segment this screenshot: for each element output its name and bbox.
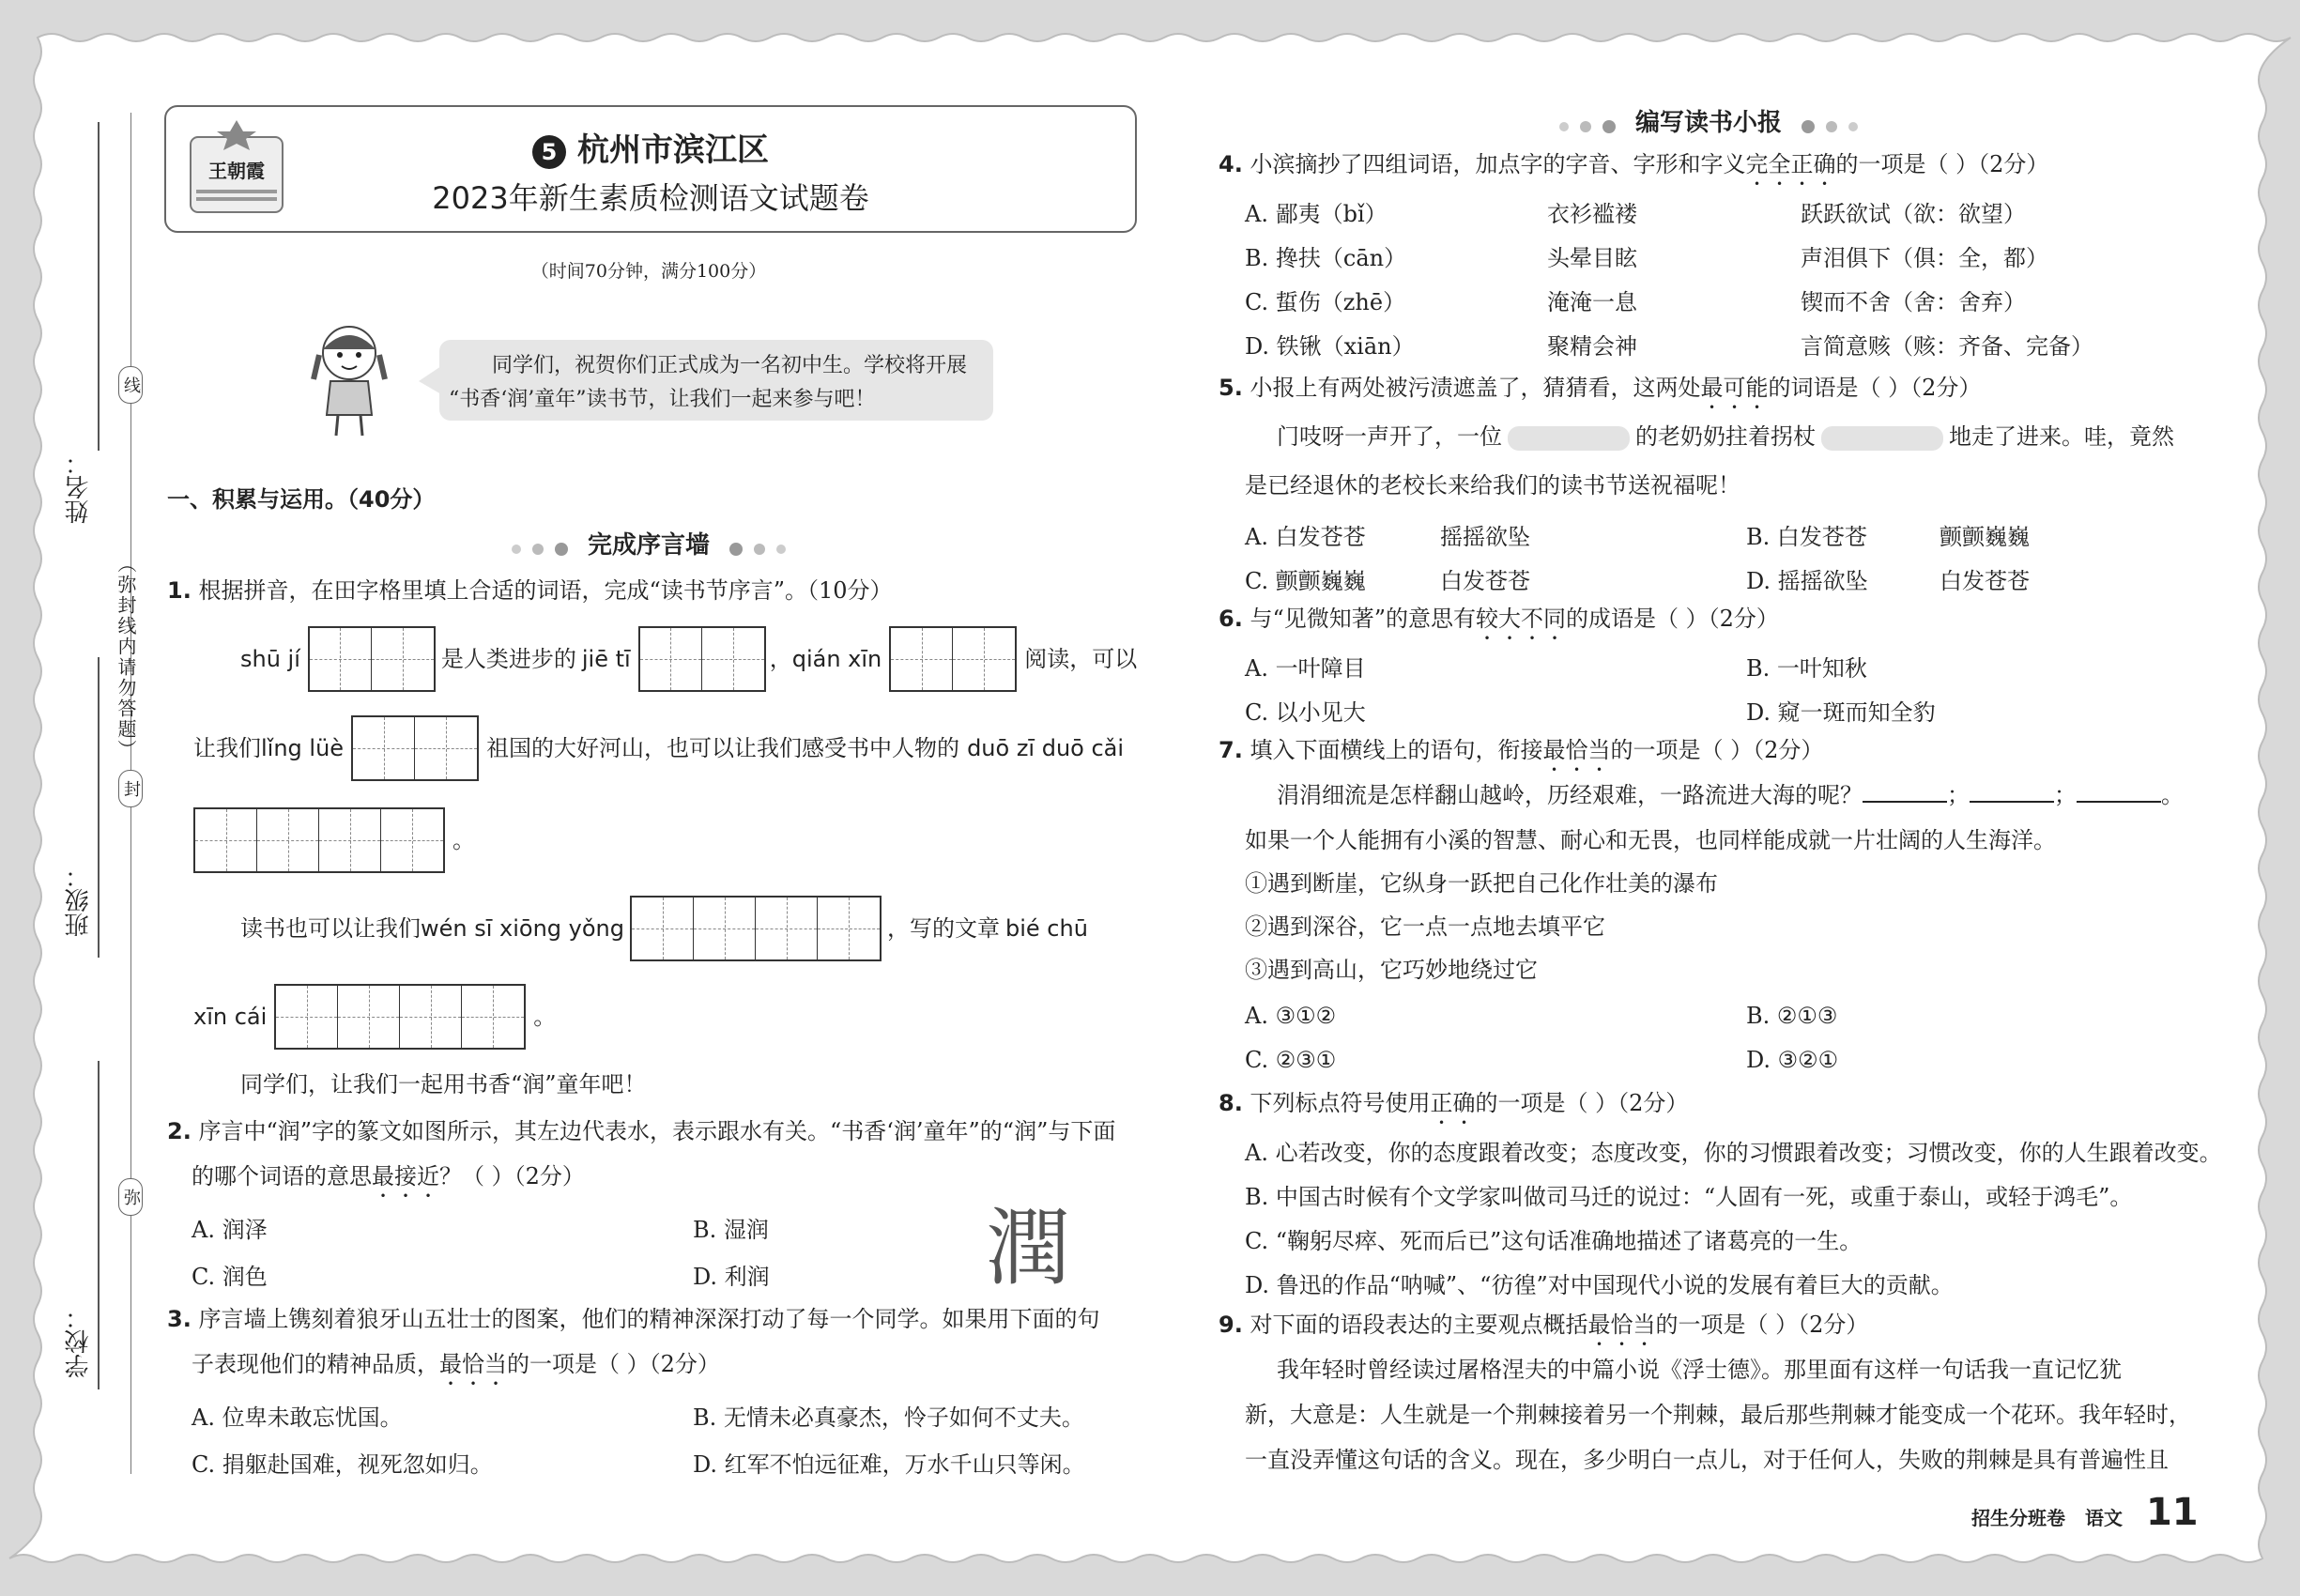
q3-option-a[interactable]: A. 位卑未敢忘忧国。: [192, 1404, 403, 1431]
seal-script-run: 潤: [986, 1199, 1070, 1297]
q4-option-b[interactable]: B. 搀扶（cān） 头晕目眩 声泪俱下（俱：全，都）: [1245, 245, 2048, 271]
q2-stem-1: [167, 1115, 1115, 1147]
bubble-line-1: 同学们，祝贺你们正式成为一名初中生。学校将开展: [492, 354, 968, 377]
q5-option-b[interactable]: B. 白发苍苍 颤颤巍巍: [1746, 524, 2030, 550]
q3-stem-a: 子表现他们的精神品质，: [192, 1351, 439, 1377]
q1-text-5: 读书也可以让我们: [240, 915, 421, 942]
q7-blank-2[interactable]: [1970, 801, 2054, 803]
q7-sep-2: ；: [2054, 782, 2077, 808]
q9-stem: [1219, 1309, 1868, 1351]
q4-option-d[interactable]: D. 铁锹（xiān） 聚精会神 言简意赅（赅：齐备、完备）: [1245, 333, 2093, 360]
q4-stem-a: 小滨摘抄了四组词语，加点字的字音、字形和字义: [1250, 151, 1746, 177]
q5-option-a[interactable]: A. 白发苍苍 摇摇欲坠: [1245, 524, 1530, 550]
q8-stem: [1219, 1087, 1688, 1129]
grid-linglue[interactable]: [351, 715, 479, 781]
q6-option-d[interactable]: D. 窥一斑而知全豹: [1746, 699, 1936, 726]
header-title-line2: 2023年新生素质检测语文试题卷: [432, 180, 869, 216]
q6-emphasis: 较大不同: [1476, 606, 1567, 632]
q7-passage-2: 如果一个人能拥有小溪的智慧、耐心和无畏，也同样能成就一片壮阔的人生海洋。: [1245, 827, 2056, 853]
q5-passage-a: 门吱呀一声开了，一位: [1277, 423, 1502, 450]
q2-number: 2.: [167, 1118, 192, 1144]
q7-item-1: ①遇到断崖，它纵身一跃把自己化作壮美的瀑布: [1245, 870, 1718, 897]
q1-text-3: 让我们: [193, 735, 261, 761]
q4-stem-c: 的一项是（ ）（2分）: [1835, 151, 2049, 177]
q2-stem-a: 的哪个词语的意思: [192, 1163, 372, 1189]
seal-mark-xian: 线: [118, 366, 143, 404]
q3-stem-c: 的一项是（ ）（2分）: [507, 1351, 720, 1377]
q7-stem-a: 填入下面横线上的语句，衔接: [1250, 737, 1543, 763]
q7-blank-1[interactable]: [1863, 801, 1947, 803]
q1-text-6: ，写的文章: [887, 915, 1000, 942]
q1-row4: [240, 894, 1088, 963]
stain-blank-2: [1821, 426, 1943, 451]
q9-passage-line-3: 一直没弄懂这句话的含义。现在，多少明白一点儿，对于任何人，失败的荆棘是具有普遍性且: [1245, 1447, 2169, 1473]
q6-stem: [1219, 603, 1779, 645]
q7-option-b[interactable]: B. ②①③: [1746, 1003, 1838, 1029]
q5-option-c[interactable]: C. 颤颤巍巍 白发苍苍: [1245, 568, 1530, 594]
class-label: 班级：: [65, 864, 93, 937]
q6-stem-c: 的成语是（ ）（2分）: [1566, 606, 1779, 632]
q1-comma: ，: [769, 646, 792, 672]
q7-passage-text: 涓涓细流是怎样翻山越岭，历经艰难，一路流进大海的呢？: [1277, 782, 1863, 808]
q8-emphasis: 正确: [1430, 1090, 1476, 1116]
q8-option-b[interactable]: B. 中国古时候有个文学家叫做司马迁的说过：“人固有一死，或重于泰山，或轻于鸿毛”。: [1245, 1184, 2133, 1210]
q9-passage-line-1: 我年轻时曾经读过屠格涅夫的中篇小说《浮士德》。那里面有这样一句话我一直记忆犹: [1277, 1357, 2122, 1383]
grid-wensixiongyong[interactable]: [630, 896, 882, 961]
q2-option-a[interactable]: A. 润泽: [192, 1217, 268, 1243]
q1-row5: [193, 982, 556, 1051]
q1-text-1: 是人类进步的: [440, 646, 576, 672]
pinyin-duoziduocai: duō zī duō cǎi: [967, 735, 1125, 761]
q2-stem-text-1: 序言中“润”字的篆文如图所示，其左边代表水，表示跟水有关。“书香‘润’童年”的“润”与下面: [198, 1118, 1116, 1144]
grid-shuji[interactable]: [308, 626, 436, 692]
q1-text-4: 祖国的大好河山，也可以让我们感受书中人物的: [486, 735, 960, 761]
grid-duoziduocai[interactable]: [193, 807, 445, 873]
q1-number: 1.: [167, 577, 192, 604]
q9-stem-a: 对下面的语段表达的主要观点概括: [1250, 1312, 1588, 1338]
q8-stem-c: 的一项是（ ）（2分）: [1475, 1090, 1689, 1116]
q2-option-c[interactable]: C. 润色: [192, 1264, 268, 1290]
q3-option-c[interactable]: C. 捐躯赴国难，视死忽如归。: [192, 1451, 493, 1478]
q5-emphasis: 最可能: [1700, 375, 1769, 401]
q6-option-b[interactable]: B. 一叶知秋: [1746, 655, 1867, 682]
bubble-line-2: “书香‘润’童年”读书节，让我们一起来参与吧！: [449, 388, 876, 411]
q8-stem-a: 下列标点符号使用: [1250, 1090, 1431, 1116]
q2-option-d[interactable]: D. 利润: [693, 1264, 770, 1290]
q2-option-b[interactable]: B. 湿润: [693, 1217, 769, 1243]
q7-item-3: ③遇到高山，它巧妙地绕过它: [1245, 957, 1538, 983]
footer-label: 招生分班卷: [1971, 1507, 2065, 1529]
q5-option-d[interactable]: D. 摇摇欲坠 白发苍苍: [1746, 568, 2030, 594]
pinyin-wensixiongyong: wén sī xiōng yǒng: [421, 915, 624, 942]
q6-stem-a: 与“见微知著”的意思有: [1250, 606, 1477, 632]
q6-option-a[interactable]: A. 一叶障目: [1245, 655, 1366, 682]
name-label: 姓名：: [65, 451, 93, 524]
q7-number: 7.: [1219, 737, 1243, 763]
q8-option-d[interactable]: D. 鲁迅的作品“呐喊”、“彷徨”对中国现代小说的发展有着巨大的贡献。: [1245, 1272, 1954, 1298]
q7-option-d[interactable]: D. ③②①: [1746, 1047, 1839, 1073]
q4-number: 4.: [1219, 151, 1243, 177]
q5-stem-c: 的词语是（ ）（2分）: [1768, 375, 1982, 401]
q3-option-b[interactable]: B. 无情未必真豪杰，怜子如何不丈夫。: [693, 1404, 1084, 1431]
q1-closing: 同学们，让我们一起用书香“润”童年吧！: [240, 1071, 647, 1097]
section2-heading-text: 编写读书小报: [1634, 109, 1782, 137]
section1-subheading: [164, 526, 1133, 560]
q5-number: 5.: [1219, 375, 1243, 401]
q9-emphasis: 最恰当: [1587, 1312, 1656, 1338]
footer-subject: 语文: [2084, 1507, 2123, 1529]
pinyin-biechu: bié chū: [1005, 915, 1088, 942]
q3-stem-text-1: 序言墙上镌刻着狼牙山五壮士的图案，他们的精神深深打动了每一个同学。如果用下面的句: [198, 1306, 1100, 1332]
q7-item-2: ②遇到深谷，它一点一点地去填平它: [1245, 913, 1605, 940]
grid-jieti[interactable]: [638, 626, 766, 692]
q1-row1: [240, 624, 1137, 694]
q7-sep-1: ；: [1947, 782, 1970, 808]
q7-option-c[interactable]: C. ②③①: [1245, 1047, 1337, 1073]
page-number: 11: [2145, 1491, 2199, 1534]
grid-biechuxincai[interactable]: [274, 984, 526, 1050]
q7-stem-c: 的一项是（ ）（2分）: [1610, 737, 1824, 763]
q8-number: 8.: [1219, 1090, 1243, 1116]
q5-passage-c: 地走了进来。哇，竟然: [1949, 423, 2174, 450]
q5-stem: [1219, 372, 1981, 414]
q2-stem-c: ？（ ）（2分）: [439, 1163, 585, 1189]
q2-emphasis: 最接近: [372, 1163, 439, 1189]
q4-stem: [1219, 148, 2048, 191]
q8-option-a[interactable]: A. 心若改变，你的态度跟着改变；态度改变，你的习惯跟着改变；习惯改变，你的人生跟着改变。: [1245, 1140, 2222, 1166]
q5-passage-1: [1277, 421, 2174, 453]
q7-option-a[interactable]: A. ③①②: [1245, 1003, 1337, 1029]
q1-stem: [167, 575, 893, 606]
q8-option-c[interactable]: C. “鞠躬尽瘁、死而后已”这句话准确地描述了诸葛亮的一生。: [1245, 1228, 1863, 1254]
stain-blank-1: [1508, 426, 1630, 451]
q7-passage-1: [1277, 779, 2184, 811]
seal-note: （弥封线内请勿答题）: [115, 554, 137, 760]
q1-text-2: 阅读，可以: [1024, 646, 1138, 672]
seal-mark-feng: 封: [118, 770, 143, 807]
exam-number-badge: 5: [532, 135, 566, 169]
speech-bubble: [439, 340, 993, 421]
q9-passage-line-2: 新，大意是：人生就是一个荆棘接着另一个荆棘，最后那些荆棘才能变成一个花环。我年轻时，: [1245, 1402, 2191, 1428]
school-label: 学校：: [65, 1305, 93, 1378]
q3-stem-2: [192, 1348, 720, 1390]
header-title-line1: [166, 124, 1135, 170]
header-box: [164, 105, 1137, 233]
logo-text: 王朝霞: [208, 160, 265, 182]
section1-heading: 一、积累与运用。（40分）: [167, 486, 436, 513]
footer: [1971, 1491, 2199, 1534]
grid-qianxin[interactable]: [889, 626, 1017, 692]
q3-number: 3.: [167, 1306, 192, 1332]
q9-number: 9.: [1219, 1312, 1243, 1338]
q7-blank-3[interactable]: [2077, 801, 2161, 803]
pinyin-shuji: shū jí: [240, 646, 300, 672]
pinyin-linglue: lǐng lüè: [261, 735, 345, 761]
q7-stem: [1219, 734, 1823, 776]
q6-number: 6.: [1219, 606, 1243, 632]
seal-mark-mi: 弥: [118, 1178, 143, 1216]
q3-emphasis: 最恰当: [439, 1351, 507, 1377]
q4-option-a[interactable]: A. 鄙夷（bǐ） 衣衫褴褛 跃跃欲试（欲：欲望）: [1245, 201, 2026, 227]
q7-emphasis: 最恰当: [1542, 737, 1611, 763]
pinyin-xincai: xīn cái: [193, 1004, 268, 1030]
binding-strip: [56, 113, 141, 1474]
q1-row3: [193, 806, 475, 875]
q4-option-c[interactable]: C. 蜇伤（zhē） 淹淹一息 锲而不舍（舍：舍弃）: [1245, 289, 2026, 315]
q3-stem-1: [167, 1303, 1099, 1335]
q1-row2: [193, 714, 1124, 783]
q9-stem-c: 的一项是（ ）（2分）: [1655, 1312, 1869, 1338]
pinyin-jieti: jiē tī: [581, 646, 631, 672]
pinyin-qianxin: qián xīn: [791, 646, 882, 672]
q3-option-d[interactable]: D. 红军不怕远征难，万水千山只等闲。: [693, 1451, 1085, 1478]
q7-end: 。: [2161, 782, 2184, 808]
q5-passage-b: 的老奶奶拄着拐杖: [1635, 423, 1816, 450]
q1-stem-text: 根据拼音，在田字格里填上合适的词语，完成“读书节序言”。（10分）: [198, 577, 893, 604]
q1-period-1: 。: [452, 827, 475, 853]
girl-illustration: [310, 321, 389, 437]
section2-heading: [1211, 103, 2206, 138]
q1-period-2: 。: [533, 1004, 557, 1030]
q6-option-c[interactable]: C. 以小见大: [1245, 699, 1366, 726]
q2-stem-2: [192, 1160, 585, 1203]
q5-passage-2: 是已经退休的老校长来给我们的读书节送祝福呢！: [1245, 472, 1740, 499]
q4-emphasis: 完全正确: [1745, 151, 1836, 177]
subheading-text: 完成序言墙: [587, 531, 710, 560]
time-note: （时间70分钟，满分100分）: [530, 261, 767, 282]
exam-region: 杭州市滨江区: [577, 131, 769, 169]
q5-stem-a: 小报上有两处被污渍遮盖了，猜猜看，这两处: [1250, 375, 1701, 401]
